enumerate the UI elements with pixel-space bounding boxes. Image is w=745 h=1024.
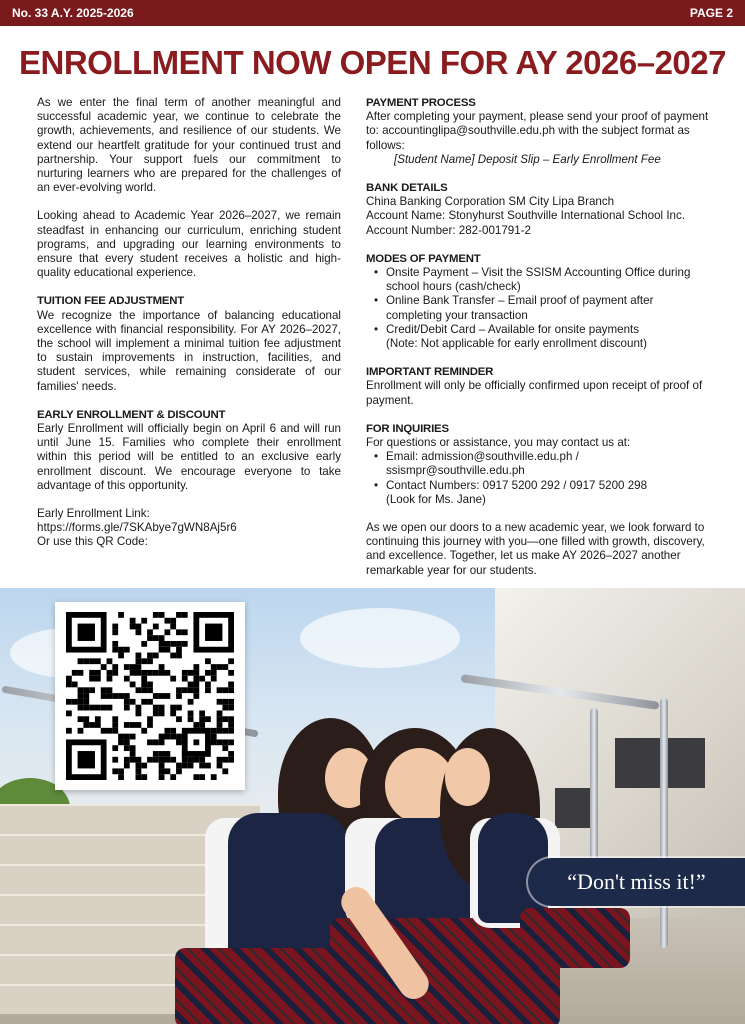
reminder-body: Enrollment will only be officially confirmed upon receipt of proof of payment.	[366, 379, 703, 407]
intro-paragraph-2: Looking ahead to Academic Year 2026–2027, we remain steadfast in enhancing our curriculum, enriching student programs, and upgrading our learning environments to ensure that every student receives a holistic and high-quality educational experience.	[37, 209, 341, 280]
modes-list	[366, 266, 711, 337]
dont-miss-banner: “Don't miss it!”	[528, 858, 745, 906]
handrail	[660, 698, 668, 948]
account-name: Account Name: Stonyhurst Southville International School Inc.	[366, 209, 686, 223]
enrollment-link-label: Early Enrollment Link:	[37, 507, 150, 521]
list-item: • Contact Numbers: 0917 5200 292 / 0917 5200 298	[372, 479, 711, 493]
bank-heading: BANK DETAILS	[366, 182, 448, 195]
right-column	[366, 96, 711, 578]
qr-label: Or use this QR Code:	[37, 535, 148, 549]
closing-paragraph: As we open our doors to a new academic year, we look forward to continuing this journey with you—one filled with growth, discovery, and excellence. Together, let us make AY 2026–2027 another remarkable year for our students.	[366, 521, 705, 577]
inquiries-heading: FOR INQUIRIES	[366, 422, 449, 435]
bank-name: China Banking Corporation SM City Lipa Branch	[366, 195, 615, 209]
inquiries-note: (Look for Ms. Jane)	[386, 492, 486, 506]
list-item: • Credit/Debit Card – Available for onsite payments	[372, 323, 711, 337]
issue-number: No. 33 A.Y. 2025-2026	[12, 6, 134, 20]
qr-code-icon	[65, 612, 235, 780]
modes-section	[366, 252, 711, 351]
top-bar	[0, 0, 745, 26]
inquiries-list	[366, 450, 711, 493]
inquiries-section	[366, 422, 711, 507]
tuition-heading: TUITION FEE ADJUSTMENT	[37, 295, 185, 308]
payment-body: After completing your payment, please send your proof of payment to: accountinglipa@southville.edu.ph with the subject format as follows:	[366, 110, 709, 152]
enrollment-link-block	[37, 507, 341, 550]
payment-section	[366, 96, 711, 167]
reminder-heading: IMPORTANT REMINDER	[366, 366, 494, 379]
list-item[interactable]: • Email: admission@southville.edu.ph / ssismpr@southville.edu.ph	[372, 450, 711, 478]
intro-paragraph-1: As we enter the final term of another meaningful and successful academic year, we continue to celebrate the growth, achievements, and resilience of our students. We extend our heartfelt gratitude for your continued trust and partnership. Your support fuels our commitment to nurturing learners who are prepared for the challenges of an ever-evolving world.	[37, 96, 341, 195]
list-item: • Online Bank Transfer – Email proof of payment after completing your transaction	[372, 294, 711, 322]
cloud	[300, 608, 460, 668]
bank-section	[366, 181, 711, 238]
modes-note: (Note: Not applicable for early enrollment discount)	[386, 337, 647, 351]
payment-subject-format: [Student Name] Deposit Slip – Early Enrollment Fee	[394, 152, 661, 166]
page-number: PAGE 2	[689, 6, 733, 20]
left-column	[37, 96, 341, 550]
tuition-section	[37, 294, 341, 393]
reminder-section	[366, 365, 711, 408]
early-enrollment-heading: EARLY ENROLLMENT & DISCOUNT	[37, 408, 226, 421]
early-enrollment-body: Early Enrollment will officially begin on April 6 and will run until June 15. Families who complete their enrollment within this period will be entitled to an exclusive early enrollment discount. We encourage everyone to take advantage of this opportunity.	[37, 422, 341, 492]
list-item: • Onsite Payment – Visit the SSISM Accounting Office during school hours (cash/check)	[372, 266, 711, 294]
enrollment-link[interactable]: https://forms.gle/7SKAbye7gWN8Aj5r6	[37, 521, 237, 535]
account-number: Account Number: 282-001791-2	[366, 223, 531, 237]
modes-heading: MODES OF PAYMENT	[366, 252, 481, 265]
payment-heading: PAYMENT PROCESS	[366, 97, 476, 109]
tuition-body: We recognize the importance of balancing educational excellence with financial responsibility. For AY 2026–2027, the school will implement a minimal tuition fee adjustment to sustain improvements in instruction, facilities, and student services, while remaining considerate of our families' needs.	[37, 308, 341, 393]
page-title: ENROLLMENT NOW OPEN FOR AY 2026–2027	[19, 44, 726, 81]
early-enrollment-section	[37, 408, 341, 493]
inquiries-body: For questions or assistance, you may contact us at:	[366, 436, 631, 450]
qr-code[interactable]	[55, 602, 245, 790]
